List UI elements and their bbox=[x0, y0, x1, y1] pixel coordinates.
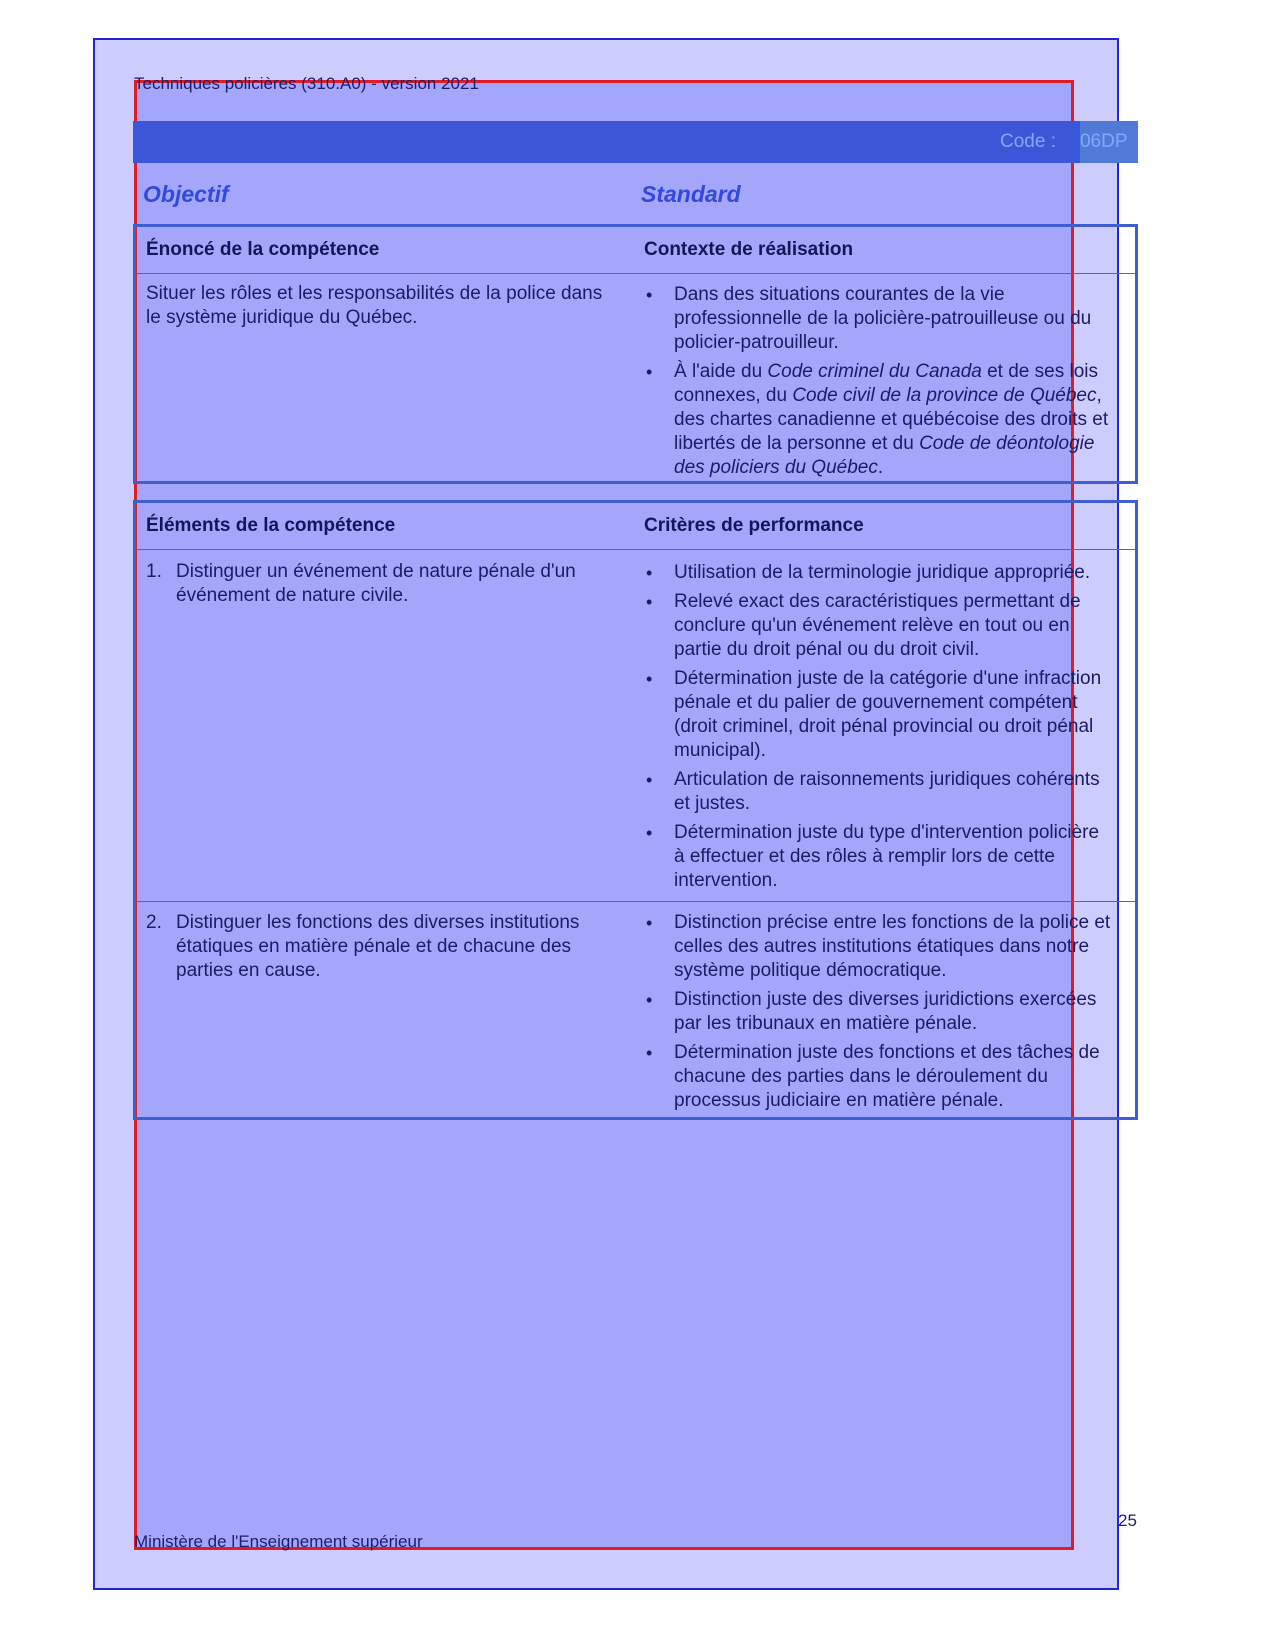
competency-elements-table bbox=[133, 500, 1138, 1120]
bullet-icon: • bbox=[646, 362, 653, 382]
page-number: 25 bbox=[1118, 1511, 1137, 1530]
list-item: • Distinction précise entre les fonctions de la police et celles des autres institutions étatiques dans notre système politique démocratique. bbox=[646, 912, 1111, 981]
code-value: 06DP bbox=[1079, 131, 1128, 152]
bullet-icon: • bbox=[646, 823, 653, 843]
bullet-icon: • bbox=[646, 770, 653, 790]
bullet-icon: • bbox=[646, 1043, 653, 1063]
code-label: Code : bbox=[1000, 131, 1056, 152]
competency-statement-table bbox=[133, 224, 1138, 484]
header-elements: Éléments de la compétence bbox=[146, 515, 396, 536]
section-standard: Standard bbox=[641, 181, 741, 207]
bullet-icon: • bbox=[646, 669, 653, 689]
element-text: Distinguer un événement de nature pénale d'un événement de nature civile. bbox=[176, 561, 576, 606]
code-bar bbox=[133, 121, 1138, 163]
element-text: Distinguer les fonctions des diverses institutions étatiques en matière pénale et de chacune des parties en cause. bbox=[176, 912, 580, 981]
table-header bbox=[136, 227, 1135, 274]
criteria-list-1 bbox=[644, 561, 1114, 898]
header-enonce: Énoncé de la compétence bbox=[146, 239, 380, 260]
bullet-icon: • bbox=[646, 913, 653, 933]
list-item: • Distinction juste des diverses juridictions exercées par les tribunaux en matière pénale. bbox=[646, 989, 1097, 1034]
list-item: • Articulation de raisonnements juridiques cohérents et justes. bbox=[646, 769, 1100, 814]
row-divider bbox=[136, 901, 1135, 902]
list-item: • Relevé exact des caractéristiques permettant de conclure qu'un événement relève en tout ou en partie du droit pénal ou du droit civil. bbox=[646, 591, 1081, 660]
bullet-icon: • bbox=[646, 990, 653, 1010]
ministry-footer: Ministère de l'Enseignement supérieur bbox=[134, 1532, 423, 1551]
list-item: • Utilisation de la terminologie juridique appropriée. bbox=[646, 562, 1091, 583]
competency-statement: Situer les rôles et les responsabilités de la police dans le système juridique du Québec. bbox=[146, 283, 603, 328]
header-criteres: Critères de performance bbox=[644, 515, 864, 536]
competency-code bbox=[1000, 131, 1128, 153]
header-contexte: Contexte de réalisation bbox=[644, 239, 854, 260]
table-header bbox=[136, 503, 1135, 550]
criteria-list-2 bbox=[644, 911, 1114, 1118]
context-list bbox=[644, 283, 1114, 485]
bullet-icon: • bbox=[646, 592, 653, 612]
bullet-icon: • bbox=[646, 563, 653, 583]
list-item: • Dans des situations courantes de la vie professionnelle de la policière-patrouilleuse ou du policier-patrouilleur. bbox=[646, 284, 1092, 353]
section-objectif: Objectif bbox=[143, 181, 229, 207]
bullet-icon: • bbox=[646, 285, 653, 305]
list-item: • Détermination juste de la catégorie d'une infraction pénale et du palier de gouvernement compétent (droit criminel, droit pénal provincial ou droit pénal municipal). bbox=[646, 668, 1102, 761]
list-item: • Détermination juste du type d'intervention policière à effectuer et des rôles à remplir lors de cette intervention. bbox=[646, 822, 1100, 891]
list-item: • À l'aide du Code criminel du Canada et de ses lois connexes, du Code civil de la province de Québec, des chartes canadienne et québécoise des droits et libertés de la personne et du Code de déontologie des policiers du Québec. bbox=[646, 361, 1109, 478]
element-number: 2. bbox=[146, 912, 162, 933]
element-number: 1. bbox=[146, 561, 162, 582]
program-header: Techniques policières (310.A0) - version 2021 bbox=[134, 74, 479, 93]
list-item: • Détermination juste des fonctions et des tâches de chacune des parties dans le déroulement du processus judiciaire en matière pénale. bbox=[646, 1042, 1100, 1111]
